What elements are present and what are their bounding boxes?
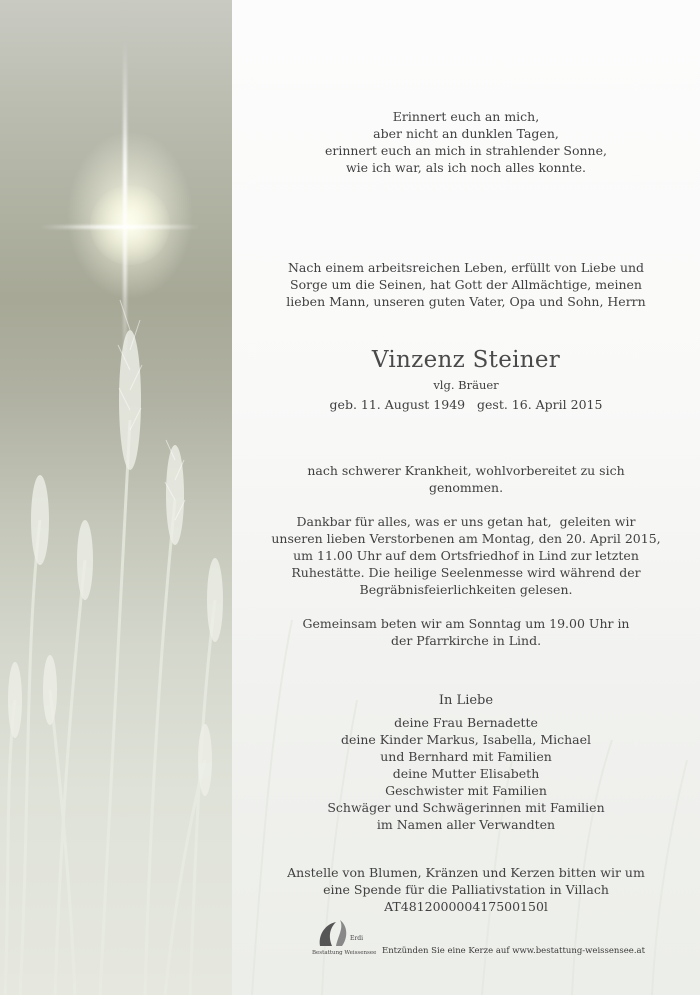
funeral-info-line: unseren lieben Verstorbenen am Montag, den 20. April 2015, [271, 531, 661, 546]
cross-horizontal-beam [40, 225, 200, 229]
logo-text-top: Erdi [350, 935, 364, 942]
intro-line: Sorge um die Seinen, hat Gott der Allmächtige, meinen [290, 277, 642, 292]
poem-line: Erinnert euch an mich, [392, 109, 540, 124]
cross-vertical-beam [123, 40, 127, 370]
funeral-info-line: Begräbnisfeierlichkeiten gelesen. [359, 582, 573, 597]
mourner-line: deine Mutter Elisabeth [392, 766, 540, 781]
funeral-home-logo [310, 916, 382, 958]
funeral-info-line: Ruhestätte. Die heilige Seelenmesse wird während der [291, 565, 641, 580]
mourner-line: und Bernhard mit Familien [380, 749, 552, 764]
taken-line: genommen. [428, 480, 504, 495]
logo-text-bottom: Bestattung Weissensee [312, 950, 377, 956]
mourners-list [232, 714, 700, 833]
funeral-info-paragraph [232, 513, 700, 598]
donation-iban: AT481200000417500150l [384, 899, 548, 914]
intro-paragraph [232, 259, 700, 310]
poem [232, 108, 700, 176]
prayer-paragraph [232, 615, 700, 649]
mourner-line: Schwäger und Schwägerinnen mit Familien [327, 800, 605, 815]
wheat-field-image [0, 0, 232, 995]
footer [310, 916, 650, 958]
mourner-line: deine Kinder Markus, Isabella, Michael [340, 732, 592, 747]
deceased-alias: vlg. Bräuer [433, 378, 499, 392]
funeral-info-line: um 11.00 Uhr auf dem Ortsfriedhof in Lind zur letzten [293, 548, 639, 563]
wheat-stalks-illustration [0, 0, 232, 995]
intro-line: lieben Mann, unseren guten Vater, Opa und Sohn, Herrn [286, 294, 646, 309]
donation-line: Anstelle von Blumen, Kränzen und Kerzen bitten wir um [287, 865, 645, 880]
deceased-name: Vinzenz Steiner [371, 347, 561, 373]
poem-line: wie ich war, als ich noch alles konnte. [345, 160, 587, 175]
funeral-info-line: Dankbar für alles, was er uns getan hat, geleiten wir [296, 514, 636, 529]
poem-line: aber nicht an dunklen Tagen, [373, 126, 559, 141]
in-love-heading: In Liebe [438, 693, 494, 708]
taken-line: nach schwerer Krankheit, wohlvorbereitet zu sich [307, 463, 625, 478]
taken-paragraph [232, 462, 700, 496]
mourner-line: deine Frau Bernadette [394, 715, 538, 730]
intro-line: Nach einem arbeitsreichen Leben, erfüllt von Liebe und [287, 260, 645, 275]
donation-line: eine Spende für die Palliativstation in Villach [323, 882, 609, 897]
donation-paragraph [232, 864, 700, 915]
life-dates: geb. 11. August 1949 gest. 16. April 2015 [329, 397, 603, 412]
mourner-line: im Namen aller Verwandten [376, 817, 556, 832]
mourner-line: Geschwister mit Familien [385, 783, 547, 798]
poem-line: erinnert euch an mich in strahlender Sonne, [325, 143, 607, 158]
candle-link-text[interactable]: Entzünden Sie eine Kerze auf www.bestattung-weissensee.at [382, 946, 646, 956]
prayer-line: der Pfarrkirche in Lind. [390, 633, 542, 648]
prayer-line: Gemeinsam beten wir am Sonntag um 19.00 Uhr in [302, 616, 630, 631]
